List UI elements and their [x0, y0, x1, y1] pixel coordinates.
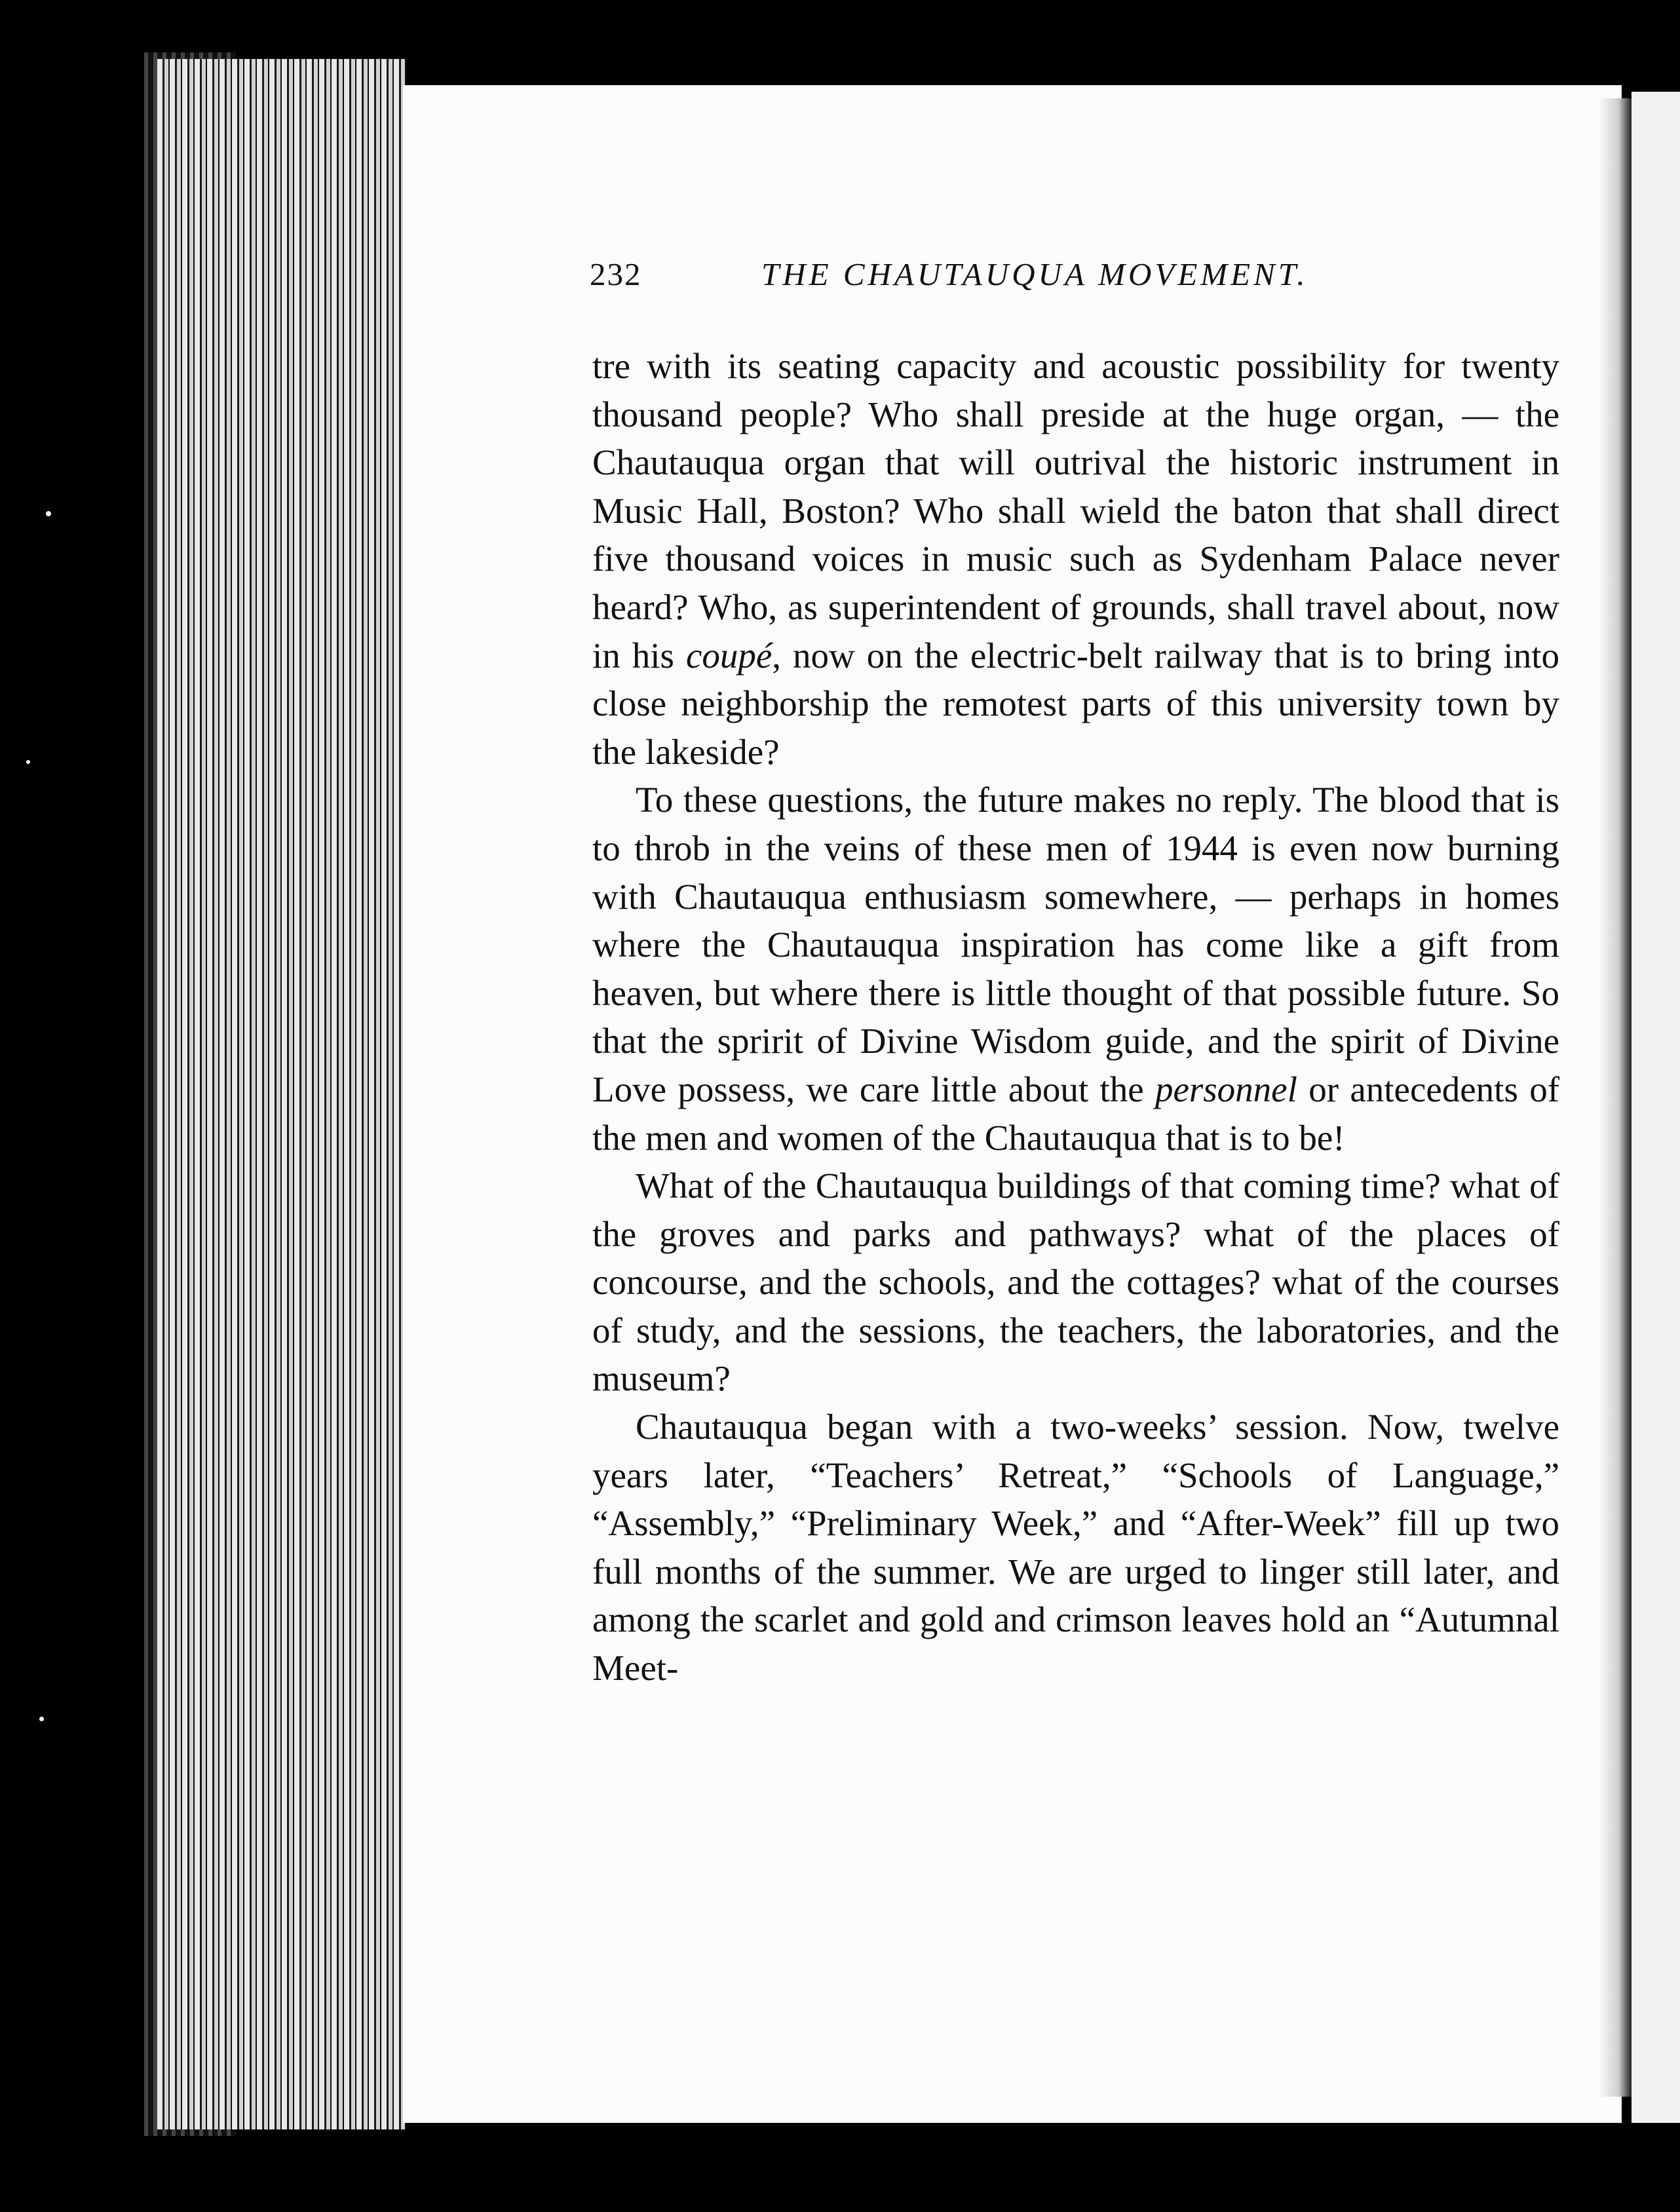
paragraph-text: Chautauqua began with a two-weeks’ session. Now, twelve years later, “Teachers’ Retreat,” “Schools of Language,” “Assembly,” “Preliminary Week,” and “After-Week” fill up two full months of the summer. We are urged to linger still later, and among the scarlet and gold and crimson leaves hold an “Autumnal Meet-	[592, 1407, 1559, 1688]
paragraph-text: To these questions, the future makes no reply. The blood that is to throb in the veins of these men of 1944 is even now burning with Chautauqua enthusiasm somewhere, — perhaps in homes where the Chautauqua inspiration has come like a gift from heaven, but where there is little thought of that possible future. So that the spririt of Divine Wisdom guide, and the spirit of Divine Love possess, we care little about the	[592, 780, 1559, 1109]
page-edges	[157, 59, 406, 2129]
body-text	[592, 342, 1559, 1692]
italic-word-coupe: coupé	[685, 635, 773, 676]
paragraph-text: What of the Chautauqua buildings of that coming time? what of the groves and parks and pathways? what of the places of concourse, and the schools, and the cottages? what of the courses of study, and the sessions, the teachers, the laboratories, and the museum?	[592, 1166, 1559, 1399]
paragraph-text: tre with its seating capacity and acoustic possibility for twenty thousand people? Who shall preside at the huge organ, — the Chautauqua organ that will outrival the historic instrument in Music Hall, Boston? Who shall wield the baton that shall direct five thousand voices in music such as Sydenham Palace never heard? Who, as superintendent of grounds, shall travel about, now in his	[592, 346, 1559, 676]
scan-speck	[26, 760, 30, 764]
paragraph-text: or antecedents of the men and women of the Chautauqua that is to be!	[592, 1069, 1560, 1158]
paragraph-2	[592, 776, 1559, 1162]
running-title: THE CHAUTAUQUA MOVEMENT.	[761, 256, 1308, 292]
paragraph-1	[592, 342, 1559, 776]
running-header	[590, 256, 1396, 308]
facing-page-edge	[1632, 92, 1680, 2123]
page-number: 232	[590, 256, 642, 292]
paragraph-text: , now on the electric-belt railway that is to bring into close neighborship the remotest parts of this university town by the lakeside?	[592, 635, 1559, 772]
page-gutter-shadow	[1599, 98, 1632, 2097]
scan-speck	[46, 511, 51, 516]
scan-speck	[39, 1717, 44, 1721]
paragraph-4	[592, 1403, 1559, 1692]
paragraph-3	[592, 1162, 1559, 1403]
italic-word-personnel: personnel	[1155, 1069, 1297, 1109]
